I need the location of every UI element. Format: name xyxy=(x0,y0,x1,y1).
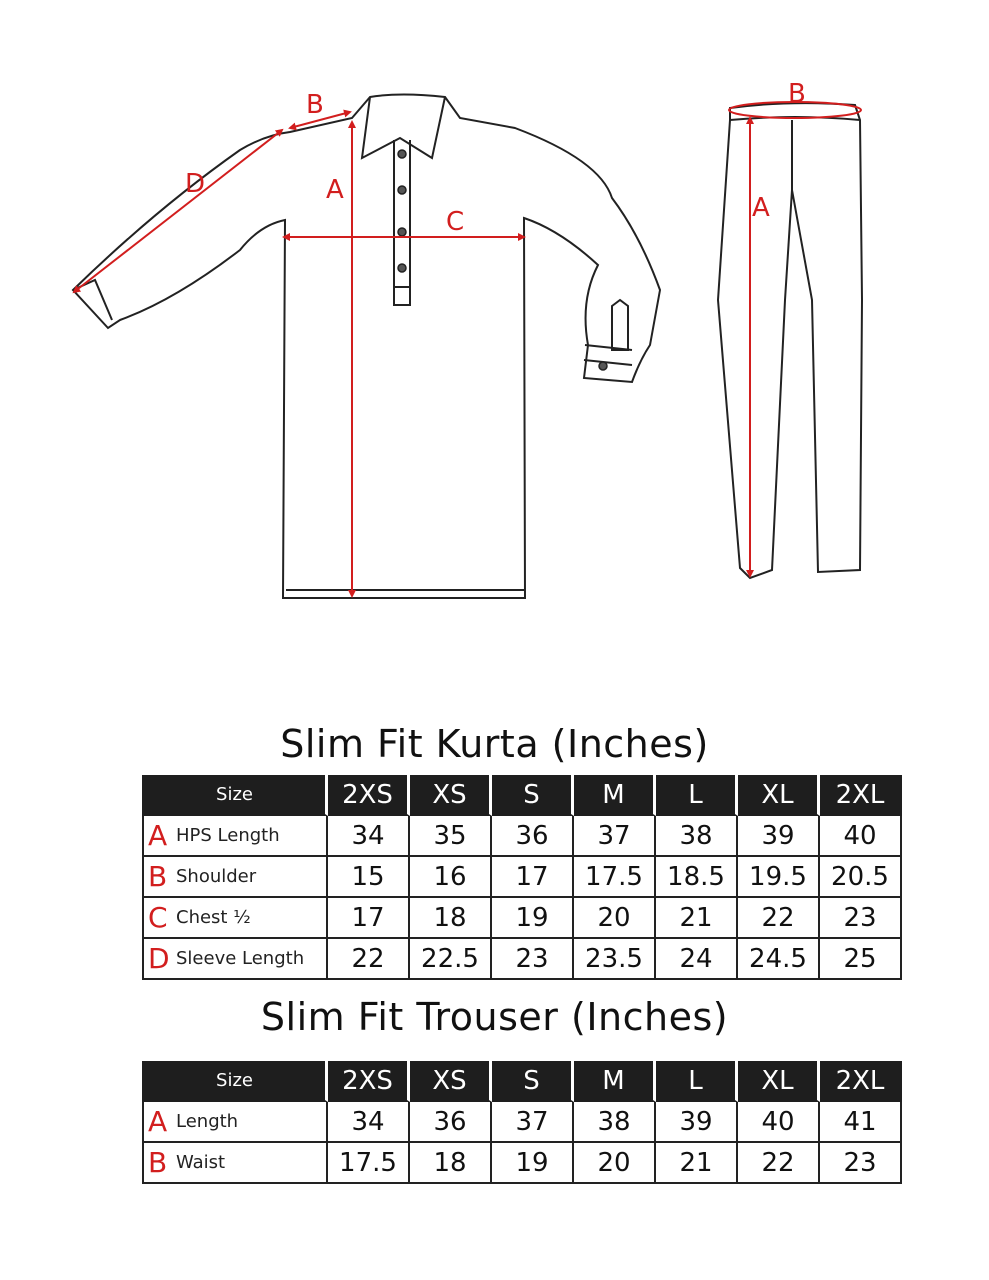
size-value-cell: 19 xyxy=(492,898,574,939)
size-value-cell: 22 xyxy=(328,939,410,980)
size-value-cell: 20 xyxy=(574,898,656,939)
kurta-label-d: D xyxy=(185,169,206,199)
size-value-cell: 38 xyxy=(656,816,738,857)
kurta-label-b: B xyxy=(306,90,324,120)
kurta-label-a: A xyxy=(326,175,344,205)
kurta-sleeve-tab xyxy=(612,300,628,350)
size-value-cell: 40 xyxy=(820,816,902,857)
measurement-name: Chest ½ xyxy=(176,907,251,928)
size-value-cell: 21 xyxy=(656,1143,738,1184)
size-header-s: S xyxy=(492,775,574,816)
measurement-label-cell xyxy=(142,939,328,980)
size-value-cell: 16 xyxy=(410,857,492,898)
measurement-letter: A xyxy=(148,1105,168,1138)
size-value-cell: 20.5 xyxy=(820,857,902,898)
size-value-cell: 22 xyxy=(738,898,820,939)
size-value-cell: 17 xyxy=(492,857,574,898)
trouser-measure-lines xyxy=(729,102,861,576)
size-value-cell: 25 xyxy=(820,939,902,980)
size-value-cell: 36 xyxy=(492,816,574,857)
size-header-xl: XL xyxy=(738,1061,820,1102)
trouser-outline xyxy=(718,103,862,578)
size-value-cell: 37 xyxy=(574,816,656,857)
trouser-size-table xyxy=(142,1061,907,1184)
measurement-letter: D xyxy=(148,942,170,975)
size-header-xl: XL xyxy=(738,775,820,816)
size-value-cell: 17 xyxy=(328,898,410,939)
size-header-l: L xyxy=(656,1061,738,1102)
kurta-sleeve-line xyxy=(74,130,282,292)
size-value-cell: 34 xyxy=(328,816,410,857)
measurement-letter: B xyxy=(148,1146,168,1179)
table-row xyxy=(142,857,907,898)
measurement-label-cell xyxy=(142,1102,328,1143)
trouser-label-a: A xyxy=(752,193,770,223)
measurement-name: Sleeve Length xyxy=(176,948,305,969)
table-row xyxy=(142,939,907,980)
measurement-name: Shoulder xyxy=(176,866,257,887)
size-header-m: M xyxy=(574,1061,656,1102)
size-value-cell: 17.5 xyxy=(328,1143,410,1184)
size-header-xs: XS xyxy=(410,775,492,816)
measurement-label-cell xyxy=(142,1143,328,1184)
measurement-letter: C xyxy=(148,901,168,934)
table-row xyxy=(142,816,907,857)
kurta-measure-lines xyxy=(74,112,524,596)
size-header-2xl: 2XL xyxy=(820,775,902,816)
trouser-drawing xyxy=(718,103,862,578)
kurta-size-table xyxy=(142,775,907,980)
kurta-buttons xyxy=(398,150,607,370)
size-value-cell: 23 xyxy=(820,898,902,939)
size-value-cell: 34 xyxy=(328,1102,410,1143)
size-value-cell: 38 xyxy=(574,1102,656,1143)
size-header-2xs: 2XS xyxy=(328,1061,410,1102)
size-header-m: M xyxy=(574,775,656,816)
kurta-cuff-right xyxy=(584,345,632,365)
measurement-name: HPS Length xyxy=(176,825,280,846)
size-value-cell: 19 xyxy=(492,1143,574,1184)
measurement-label-cell xyxy=(142,898,328,939)
size-value-cell: 24.5 xyxy=(738,939,820,980)
size-value-cell: 19.5 xyxy=(738,857,820,898)
size-value-cell: 23 xyxy=(492,939,574,980)
table-row xyxy=(142,1102,907,1143)
size-value-cell: 18 xyxy=(410,898,492,939)
size-value-cell: 18.5 xyxy=(656,857,738,898)
size-value-cell: 23.5 xyxy=(574,939,656,980)
size-value-cell: 22.5 xyxy=(410,939,492,980)
size-value-cell: 18 xyxy=(410,1143,492,1184)
trouser-label-b: B xyxy=(788,79,806,109)
size-header-2xs: 2XS xyxy=(328,775,410,816)
measurement-letter: A xyxy=(148,819,168,852)
size-value-cell: 39 xyxy=(738,816,820,857)
size-value-cell: 20 xyxy=(574,1143,656,1184)
table-row xyxy=(142,898,907,939)
size-header-label: Size xyxy=(142,1061,328,1102)
size-value-cell: 36 xyxy=(410,1102,492,1143)
size-value-cell: 40 xyxy=(738,1102,820,1143)
size-header-l: L xyxy=(656,775,738,816)
kurta-collar xyxy=(362,97,445,158)
size-value-cell: 23 xyxy=(820,1143,902,1184)
kurta-cuff-left xyxy=(73,280,112,320)
table-row xyxy=(142,1143,907,1184)
measurement-name: Waist xyxy=(176,1152,226,1173)
measurement-letter: B xyxy=(148,860,168,893)
size-header-xs: XS xyxy=(410,1061,492,1102)
size-header-2xl: 2XL xyxy=(820,1061,902,1102)
kurta-label-c: C xyxy=(446,207,465,237)
size-header-label: Size xyxy=(142,775,328,816)
size-value-cell: 17.5 xyxy=(574,857,656,898)
kurta-body-outline xyxy=(73,95,660,599)
measurement-label-cell xyxy=(142,816,328,857)
size-value-cell: 21 xyxy=(656,898,738,939)
table-header-row xyxy=(142,1061,907,1102)
size-header-s: S xyxy=(492,1061,574,1102)
kurta-placket xyxy=(394,140,410,305)
size-value-cell: 37 xyxy=(492,1102,574,1143)
size-value-cell: 22 xyxy=(738,1143,820,1184)
trouser-table-title: Slim Fit Trouser (Inches) xyxy=(260,995,729,1039)
size-value-cell: 39 xyxy=(656,1102,738,1143)
kurta-drawing xyxy=(73,95,660,599)
size-value-cell: 41 xyxy=(820,1102,902,1143)
table-header-row xyxy=(142,775,907,816)
size-value-cell: 15 xyxy=(328,857,410,898)
size-value-cell: 24 xyxy=(656,939,738,980)
kurta-table-title: Slim Fit Kurta (Inches) xyxy=(280,722,709,766)
measurement-name: Length xyxy=(176,1111,239,1132)
size-value-cell: 35 xyxy=(410,816,492,857)
measurement-label-cell xyxy=(142,857,328,898)
